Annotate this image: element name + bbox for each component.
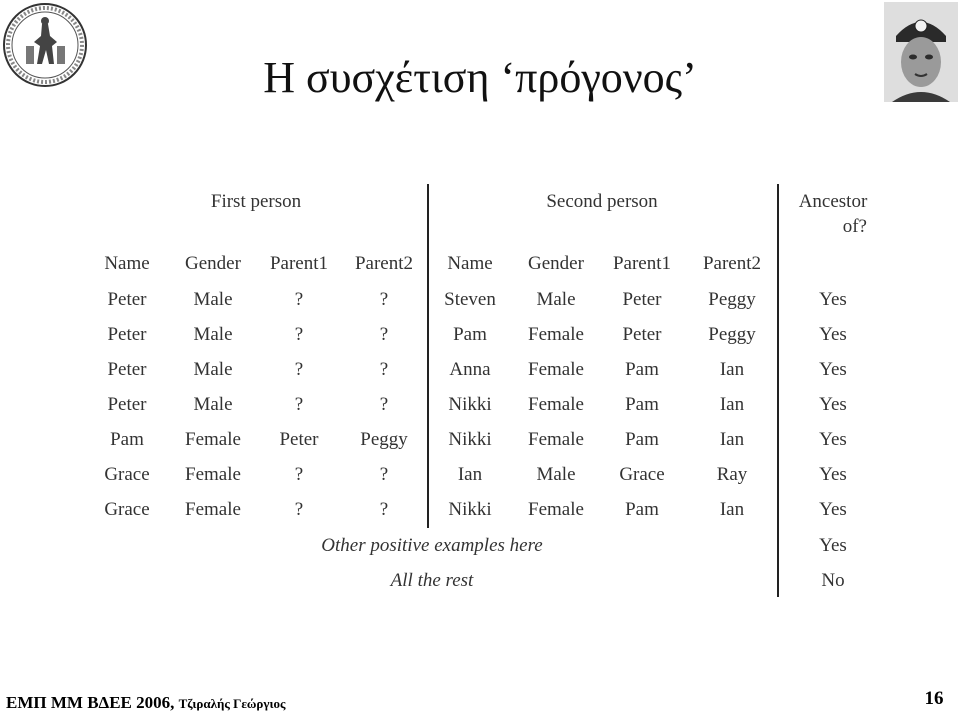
summary-label-all-the-rest: All the rest — [390, 570, 474, 591]
table-cell: Yes — [819, 464, 847, 485]
table-cell: Steven — [444, 289, 496, 310]
separator-second-ancestor — [777, 184, 779, 597]
table-cell: ? — [379, 499, 389, 520]
table-cell: Nikki — [448, 429, 492, 450]
table-cell: Pam — [625, 359, 659, 380]
table-cell: Male — [536, 464, 576, 485]
footer-course: ΕΜΠ ΜΜ ΒΔΕΕ 2006, — [6, 693, 175, 712]
table-cell: Ian — [719, 394, 745, 415]
table-cell: Grace — [104, 499, 150, 520]
column-header-gender-1: Gender — [185, 253, 241, 274]
table-cell: ? — [379, 359, 389, 380]
table-cell: ? — [294, 324, 304, 345]
table-cell: Peggy — [708, 289, 756, 310]
table-cell: Peter — [107, 359, 147, 380]
table-cell: ? — [294, 394, 304, 415]
table-cell: Yes — [819, 499, 847, 520]
column-header-parent1-1: Parent1 — [269, 253, 329, 274]
table-cell: Male — [193, 289, 233, 310]
table-cell: Nikki — [448, 394, 492, 415]
header-ancestor-of-line2: of? — [842, 216, 867, 237]
table-cell: Ian — [719, 499, 745, 520]
table-cell: Male — [193, 359, 233, 380]
table-cell: ? — [294, 499, 304, 520]
summary-label-other-positive: Other positive examples here — [321, 535, 543, 556]
table-cell: Yes — [819, 394, 847, 415]
table-cell: Male — [193, 324, 233, 345]
table-cell: ? — [379, 289, 389, 310]
table-cell: Grace — [619, 464, 665, 485]
table-cell: ? — [294, 464, 304, 485]
page-number: 16 — [924, 688, 944, 709]
table-cell: Male — [193, 394, 233, 415]
table-cell: Peter — [279, 429, 319, 450]
table-cell: Female — [528, 359, 584, 380]
table-cell: Anna — [449, 359, 491, 380]
table-cell: Peggy — [708, 324, 756, 345]
table-cell: ? — [379, 394, 389, 415]
table-cell: Pam — [453, 324, 487, 345]
summary-value-all-the-rest: No — [821, 570, 845, 591]
table-cell: Pam — [625, 499, 659, 520]
table-cell: ? — [294, 359, 304, 380]
table-cell: Female — [185, 464, 241, 485]
table-cell: Female — [528, 394, 584, 415]
page-title: Η συσχέτιση ‘πρόγονος’ — [263, 53, 697, 102]
footer-course-info — [6, 693, 285, 713]
table-cell: Yes — [819, 429, 847, 450]
table-cell: Pam — [625, 429, 659, 450]
table-cell: Ian — [457, 464, 483, 485]
header-first-person: First person — [210, 191, 302, 212]
table-cell: Peter — [107, 289, 147, 310]
column-header-parent2-1: Parent2 — [354, 253, 414, 274]
table-cell: Ray — [716, 464, 748, 485]
table-cell: Peter — [622, 289, 662, 310]
table-cell: Ian — [719, 429, 745, 450]
table-cell: Female — [185, 499, 241, 520]
table-cell: ? — [379, 464, 389, 485]
table-cell: Female — [528, 429, 584, 450]
column-header-parent1-2: Parent1 — [612, 253, 672, 274]
table-cell: Yes — [819, 359, 847, 380]
column-header-parent2-2: Parent2 — [702, 253, 762, 274]
table-cell: ? — [294, 289, 304, 310]
table-cell: Yes — [819, 324, 847, 345]
table-cell: Grace — [104, 464, 150, 485]
column-header-name-2: Name — [447, 253, 493, 274]
table-cell: Pam — [110, 429, 144, 450]
table-cell: ? — [379, 324, 389, 345]
column-header-name-1: Name — [104, 253, 150, 274]
table-cell: Male — [536, 289, 576, 310]
table-cell: Pam — [625, 394, 659, 415]
table-cell: Nikki — [448, 499, 492, 520]
table-cell: Peter — [107, 324, 147, 345]
header-second-person: Second person — [546, 191, 658, 212]
table-cell: Peggy — [360, 429, 408, 450]
table-cell: Female — [185, 429, 241, 450]
table-cell: Peter — [107, 394, 147, 415]
table-cell: Female — [528, 499, 584, 520]
header-ancestor-of-line1: Ancestor — [798, 191, 868, 212]
footer-author: Τζιραλής Γεώργιος — [178, 696, 286, 711]
table-cell: Ian — [719, 359, 745, 380]
summary-value-other-positive: Yes — [819, 535, 847, 556]
column-header-gender-2: Gender — [528, 253, 584, 274]
table-cell: Female — [528, 324, 584, 345]
table-cell: Peter — [622, 324, 662, 345]
table-cell: Yes — [819, 289, 847, 310]
